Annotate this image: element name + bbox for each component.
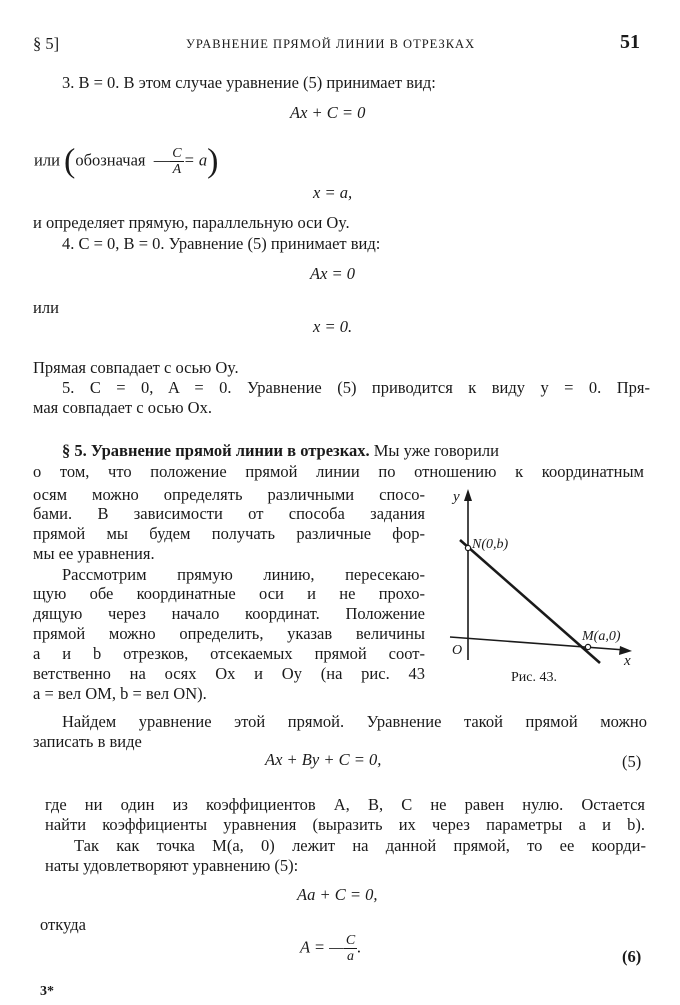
section5-title: § 5. Уравнение прямой линии в отрезках. (62, 441, 370, 460)
p2-line6: ветственно на осях Ox и Oy (на рис. 43 (33, 664, 425, 683)
section5-line4: бами. В зависимости от способа задания (33, 504, 425, 523)
eq6-tail: . (357, 937, 362, 957)
p2-line7: a = вел OM, b = вел ON). (33, 684, 207, 703)
signature-mark: 3* (40, 984, 54, 999)
point-n-label: N(0,b) (472, 537, 509, 552)
p2-line3: дящую через начало координат. Положение (33, 604, 425, 623)
frac-numerator: C (172, 146, 182, 161)
line-nm (460, 540, 600, 663)
section5-first-line (62, 441, 642, 461)
eq5: Ax + By + C = 0, (265, 750, 382, 769)
fraction-c-over-a (170, 146, 183, 177)
eq6-fraction (344, 933, 357, 964)
figure-caption: Рис. 43. (511, 670, 557, 685)
axis-x-label: x (624, 653, 631, 669)
p2-line1: Рассмотрим прямую линию, пересекаю- (62, 565, 425, 584)
case3-intro: 3. B = 0. В этом случае уравнение (5) принимает вид: (62, 73, 436, 92)
section5-line2: о том, что положение прямой линии по отношению к координатным (33, 462, 644, 481)
case5-line2: мая совпадает с осью Ox. (33, 398, 212, 417)
case4-eq2: x = 0. (313, 317, 353, 336)
section5-line6: мы ее уравнения. (33, 544, 155, 563)
point-n-marker (465, 545, 470, 550)
origin-label: O (452, 643, 463, 658)
frac-rhs: = a (183, 150, 208, 170)
point-m-label: M(a,0) (582, 629, 621, 644)
frac-denominator: A (170, 161, 183, 177)
eq-aa: Aa + C = 0, (297, 885, 378, 904)
page-number: 51 (620, 31, 640, 53)
section5-line1-rest: Мы уже говорили (373, 441, 499, 460)
p2-line2: щую обе координатные оси и не прохо- (33, 584, 425, 603)
eq6-lhs: A = (300, 937, 326, 957)
section5-line3: осям можно определять различными спосо- (33, 485, 425, 504)
point-m-marker (585, 644, 590, 649)
case3-conclusion: и определяет прямую, параллельную оси Oy. (33, 213, 350, 232)
or-word: или (34, 150, 60, 170)
p5-line1: Так как точка M(a, 0) лежит на данной прямой, то ее коорди- (74, 836, 646, 855)
case5-line1: 5. C = 0, A = 0. Уравнение (5) приводится к виду y = 0. Пря- (62, 378, 650, 397)
case3-eq1: Ax + C = 0 (290, 103, 366, 122)
case4-eq1: Ax = 0 (310, 264, 356, 283)
case3-or-line: или (обозначая — $\frac{C}{A}$ = a) (34, 142, 219, 180)
eq5-number: (5) (622, 752, 642, 771)
axis-y-label: y (453, 489, 460, 505)
eq6: A = — $\frac{C}{a}$ . (300, 933, 362, 964)
whence-word: откуда (40, 915, 86, 934)
section5-line5: прямой мы будем получать различные фор- (33, 524, 425, 543)
y-arrow-icon (464, 489, 472, 501)
p2-line5: a и b отрезков, отсекаемых прямой соот- (33, 644, 425, 663)
running-title: УРАВНЕНИЕ ПРЯМОЙ ЛИНИИ В ОТРЕЗКАХ (186, 37, 476, 51)
eq6-label: (6) (622, 947, 642, 966)
case3-eq2: x = a, (313, 183, 353, 202)
denoting-word: обозначая (75, 150, 146, 170)
left-paren: ( (64, 142, 76, 180)
p3-line2: записать в виде (33, 732, 142, 751)
p5-line2: наты удовлетворяют уравнению (5): (45, 856, 299, 875)
right-paren: ) (207, 142, 219, 180)
case4-or: или (33, 298, 59, 317)
p4-line2: найти коэффициенты уравнения (выразить их через параметры a и b). (45, 815, 645, 834)
header-section: § 5] (33, 34, 60, 53)
p2-line4: прямой можно определить, указав величины (33, 624, 425, 643)
case4-intro: 4. C = 0, B = 0. Уравнение (5) принимает вид: (62, 234, 381, 253)
p3-line1: Найдем уравнение этой прямой. Уравнение такой прямой можно (62, 712, 647, 731)
eq6-numerator: C (345, 933, 356, 948)
figure-43 (440, 485, 650, 690)
case4-conclusion: Прямая совпадает с осью Oy. (33, 358, 239, 377)
p4-line1: где ни один из коэффициентов A, B, C не равен нулю. Остается (45, 795, 645, 814)
eq6-denominator: a (344, 948, 357, 964)
